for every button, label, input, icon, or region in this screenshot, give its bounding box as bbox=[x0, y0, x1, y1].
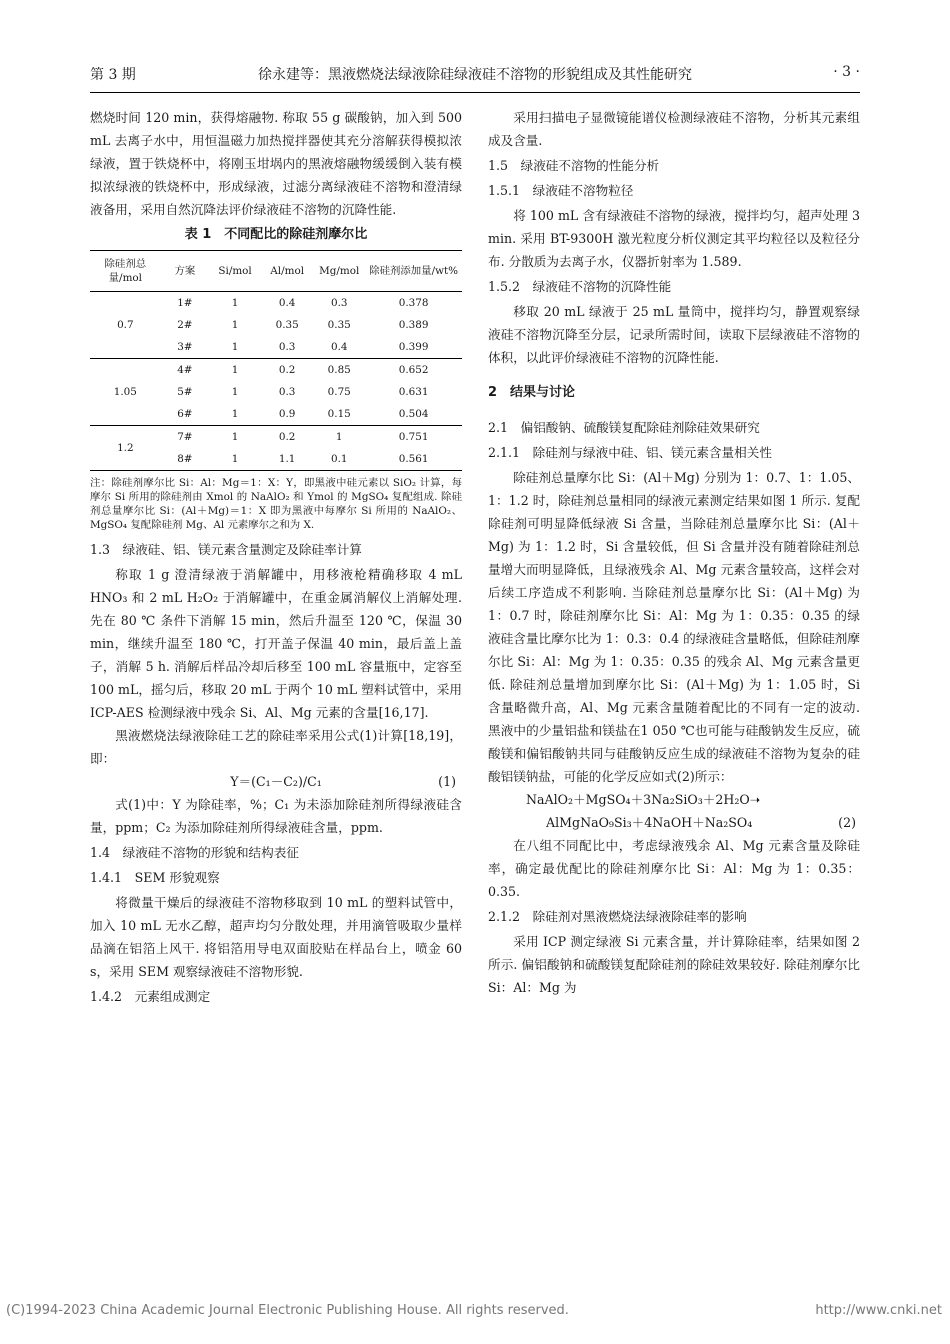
formula-expression: Y＝(C₁－C₂)/C₁ bbox=[230, 774, 322, 789]
cell: 0.3 bbox=[261, 336, 313, 359]
formula-explanation: 式(1)中：Y 为除硅率，%；C₁ 为未添加除硅剂所得绿液硅含量，ppm；C₂ 为添加除硅剂所得绿液硅含量，ppm. bbox=[90, 797, 462, 835]
cell: 0.75 bbox=[327, 386, 351, 398]
th-total: 除硅剂总量/mol bbox=[90, 251, 161, 292]
cell: 1 bbox=[209, 336, 261, 359]
cell: 0.3 bbox=[330, 297, 348, 309]
cell: 0.15 bbox=[313, 403, 365, 426]
section-1-5-1-title: 1.5.1 绿液硅不溶物粒径 bbox=[488, 183, 634, 198]
table-caption: 表 1 不同配比的除硅剂摩尔比 bbox=[184, 227, 368, 242]
th-scheme: 方案 bbox=[161, 251, 209, 292]
section-1-3-paragraph-2: 黑液燃烧法绿液除硅工艺的除硅率采用公式(1)计算[18,19]，即： bbox=[90, 728, 462, 766]
cell: 3# bbox=[161, 336, 209, 359]
cell: 0.3 bbox=[278, 386, 296, 398]
cell: 0.389 bbox=[398, 319, 429, 331]
section-1-4-2-title: 1.4.2 元素组成测定 bbox=[90, 989, 211, 1004]
page-number: · 3 · bbox=[833, 64, 860, 80]
molar-ratio-table bbox=[90, 250, 462, 471]
right-column bbox=[488, 106, 860, 999]
cell: 7# bbox=[177, 431, 193, 443]
section-2-1-1-paragraph: 除硅剂总量摩尔比 Si：(Al＋Mg) 分别为 1：0.7、1：1.05、1：1.2 时，除硅剂总量相同的绿液元素测定结果如图 1 所示. 复配除硅剂可明显降低绿液 Si 含量，当除硅剂总量摩尔比 Si：(Al＋Mg) 为 1：1.2 时，Si 含量较低，但 Si 含量并没有随着除硅剂总量增大而明显降低，且绿液残余 Al、Mg 元素含量较高，这样会对后续工序造成不利影响. 当除硅剂总量摩尔比 Si：(Al＋Mg) 为 1：0.7 时，除硅剂摩尔比 Si：Al：Mg 为 1：0.35：0.35 的绿液硅含量比摩尔比为 1：0.3：0.4 的绿液硅含量略低，但除硅剂摩尔比 Si：Al：Mg 为 1：0.35：0.35 的残余 Al、Mg 元素含量更低. 除硅剂总量增加到摩尔比 Si：(Al＋Mg) 为 1：1.05 时，Si 含量略微升高，Al、Mg 元素含量随着配比的不同有一定的波动. 黑液中的少量铝盐和镁盐在1 050 ℃也可能与硅酸钠发生反应，硫酸镁和偏铝酸钠共同与硅酸钠反应生成的绿液硅不溶物为复杂的硅酸铝镁钠盐，可能的化学反应如式(2)所示： bbox=[488, 470, 860, 784]
reaction-line-1: NaAlO₂＋MgSO₄＋3Na₂SiO₃＋2H₂O➝ bbox=[526, 792, 761, 807]
running-title: 徐永建等：黑液燃烧法绿液除硅绿液硅不溶物的形貌组成及其性能研究 bbox=[258, 67, 692, 83]
cell: 6# bbox=[161, 403, 209, 426]
cell: 0.378 bbox=[398, 297, 429, 309]
cell: 0.35 bbox=[327, 319, 351, 331]
section-2-title: 2 结果与讨论 bbox=[488, 385, 576, 400]
cell: 1 bbox=[209, 403, 261, 426]
section-1-4-1-title: 1.4.1 SEM 形貌观察 bbox=[90, 870, 220, 885]
section-1-4-title: 1.4 绿液硅不溶物的形貌和结构表征 bbox=[90, 845, 299, 860]
cell: 0.631 bbox=[398, 386, 429, 398]
cell: 5# bbox=[177, 386, 193, 398]
cell: 0.2 bbox=[278, 364, 296, 376]
cell: 0.399 bbox=[365, 336, 462, 359]
cell: 0.751 bbox=[398, 431, 429, 443]
table-note: 注：除硅剂摩尔比 Si：Al：Mg＝1：X：Y，即黑液中硅元素以 SiO₂ 计算，每摩尔 Si 所用的除硅剂由 Xmol 的 NaAlO₂ 和 Ymol 的 MgSO₄ 复配组成. 除硅剂总量摩尔比 Si：(Al＋Mg)＝1：X 即为黑液中每摩尔 Si 所用的 NaAlO₂、MgSO₄ 复配除硅剂 Mg、Al 元素摩尔之和为 X. bbox=[90, 477, 462, 531]
section-1-3-paragraph: 称取 1 g 澄清绿液于消解罐中，用移液枪精确移取 4 mL HNO₃ 和 2 mL H₂O₂ 于消解罐中，在重金属消解仪上消解处理. 先在 80 ℃ 条件下消解 15 min，然后升温至 120 ℃，保温 30 min，继续升温至 180 ℃，打开盖子保温 40 min，最后盖上盖子，消解 5 h. 消解后样品冷却后移至 100 mL 容量瓶中，定容至 100 mL，摇匀后，移取 20 mL 于两个 10 mL 塑料试管中，采用 ICP-AES 检测绿液中残余 Si、Al、Mg 元素的含量[16,17]. bbox=[90, 567, 462, 720]
table-row bbox=[90, 426, 462, 449]
table-row bbox=[90, 359, 462, 382]
cell: 1 bbox=[335, 431, 343, 443]
cell: 0.561 bbox=[365, 448, 462, 471]
section-1-5-title: 1.5 绿液硅不溶物的性能分析 bbox=[488, 158, 660, 173]
th-mg: Mg/mol bbox=[313, 251, 365, 292]
cell: 1# bbox=[177, 297, 193, 309]
cell: 1 bbox=[231, 386, 239, 398]
cell: 2# bbox=[177, 319, 193, 331]
cell: 1 bbox=[231, 297, 239, 309]
cell: 0.4 bbox=[278, 297, 296, 309]
issue-number: 第 3 期 bbox=[90, 67, 136, 83]
reaction-products: AlMgNaO₉Si₃＋4NaOH＋Na₂SO₄ bbox=[546, 815, 753, 830]
section-2-1-1-paragraph-2: 在八组不同配比中，考虑绿液残余 Al、Mg 元素含量及除硅率，确定最优配比的除硅剂摩尔比 Si：Al：Mg 为 1：0.35：0.35. bbox=[488, 838, 860, 899]
cell: 1 bbox=[231, 364, 239, 376]
cell: 0.2 bbox=[278, 431, 296, 443]
intro-paragraph: 燃烧时间 120 min，获得熔融物. 称取 55 g 碳酸钠，加入到 500 mL 去离子水中，用恒温磁力加热搅拌器使其充分溶解获得模拟浓绿液，置于铁烧杯中，将刚玉坩埚内的黑液熔融物缓缓倒入装有模拟浓绿液的铁烧杯中，形成绿液，过滤分离绿液硅不溶物和澄清绿液备用，采用自然沉降法评价绿液硅不溶物的沉降性能. bbox=[90, 110, 462, 217]
copyright: (C)1994-2023 China Academic Journal Electronic Publishing House. All rights reserved. bbox=[6, 1303, 569, 1318]
total-cell: 1.05 bbox=[90, 359, 161, 426]
cell: 0.1 bbox=[313, 448, 365, 471]
table-row bbox=[90, 292, 462, 315]
eds-paragraph: 采用扫描电子显微镜能谱仪检测绿液硅不溶物，分析其元素组成及含量. bbox=[488, 110, 860, 148]
cell: 4# bbox=[177, 364, 193, 376]
cell: 0.652 bbox=[398, 364, 429, 376]
total-cell: 1.2 bbox=[90, 426, 161, 471]
cell: 0.9 bbox=[261, 403, 313, 426]
th-si: Si/mol bbox=[209, 251, 261, 292]
table-header-row bbox=[90, 251, 462, 292]
total-cell: 0.7 bbox=[90, 292, 161, 359]
section-1-5-2-paragraph: 移取 20 mL 绿液于 25 mL 量筒中，搅拌均匀，静置观察绿液硅不溶物沉降至分层，记录所需时间，读取下层绿液硅不溶物的体积，以此评价绿液硅不溶物的沉降性能. bbox=[488, 304, 860, 365]
formula-1 bbox=[90, 770, 462, 793]
running-header bbox=[90, 64, 860, 86]
section-2-1-2-title: 2.1.2 除硅剂对黑液燃烧法绿液除硅率的影响 bbox=[488, 909, 747, 924]
formula-number: (1) bbox=[438, 774, 456, 789]
cell: 8# bbox=[161, 448, 209, 471]
cell: 1 bbox=[209, 448, 261, 471]
cell: 1 bbox=[231, 431, 239, 443]
reaction-line-2 bbox=[488, 811, 860, 834]
section-1-3-title: 1.3 绿液硅、铝、镁元素含量测定及除硅率计算 bbox=[90, 542, 362, 557]
section-2-1-2-paragraph: 采用 ICP 测定绿液 Si 元素含量，并计算除硅率，结果如图 2 所示. 偏铝酸钠和硫酸镁复配除硅剂的除硅效果较好. 除硅剂摩尔比 Si：Al：Mg 为 bbox=[488, 934, 860, 995]
section-1-5-1-paragraph: 将 100 mL 含有绿液硅不溶物的绿液，搅拌均匀，超声处理 3 min. 采用 BT-9300H 激光粒度分析仪测定其平均粒径以及粒径分布. 分散质为去离子水，仪器折射率为 1.589. bbox=[488, 208, 860, 269]
section-2-1-1-title: 2.1.1 除硅剂与绿液中硅、铝、镁元素含量相关性 bbox=[488, 445, 772, 460]
section-2-1-title: 2.1 偏铝酸钠、硫酸镁复配除硅剂除硅效果研究 bbox=[488, 420, 760, 435]
section-1-4-1-paragraph: 将微量干燥后的绿液硅不溶物移取到 10 mL 的塑料试管中，加入 10 mL 无水乙醇，超声均匀分散处理，并用滴管吸取少量样品滴在铝箔上风干. 将铝箔用导电双面胶贴在样品台上，喷金 60 s，采用 SEM 观察绿液硅不溶物形貌. bbox=[90, 895, 462, 979]
cell: 0.4 bbox=[313, 336, 365, 359]
cnki-link[interactable]: http://www.cnki.net bbox=[815, 1303, 942, 1318]
cell: 0.85 bbox=[327, 364, 351, 376]
left-column bbox=[90, 106, 462, 1010]
section-1-5-2-title: 1.5.2 绿液硅不溶物的沉降性能 bbox=[488, 279, 672, 294]
header-rule bbox=[90, 92, 860, 93]
th-dosage: 除硅剂添加量/wt% bbox=[365, 251, 462, 292]
cell: 1.1 bbox=[261, 448, 313, 471]
cell: 0.504 bbox=[365, 403, 462, 426]
cell: 1 bbox=[231, 319, 239, 331]
reaction-number: (2) bbox=[838, 815, 856, 830]
cell: 0.35 bbox=[275, 319, 299, 331]
th-al: Al/mol bbox=[261, 251, 313, 292]
